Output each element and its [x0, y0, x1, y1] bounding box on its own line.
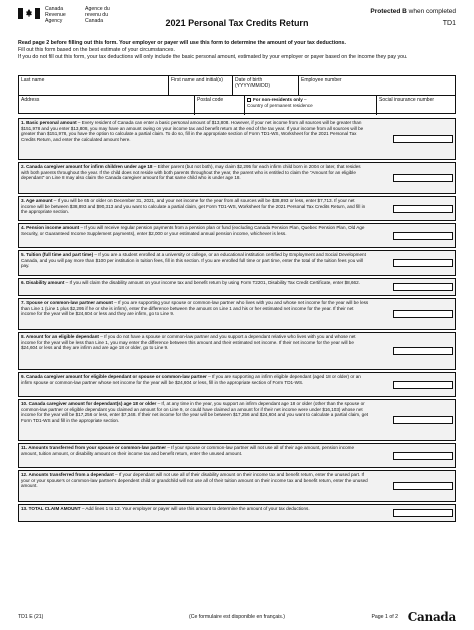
section-3-age-amount: 3. Age amount – If you will be 65 or older on December 31, 2021, and your net income for the year from all sources will be $38,893 or less, enter $7,713. If your net income will be between $38,893 and $90,313 and you want to calculate a partial claim, get Form TD1-WS, Worksheet for the 2021 Personal Tax Credits Return, and fill in the appropriate section. [18, 196, 456, 221]
postal-code-field[interactable]: Postal code [195, 96, 245, 115]
date-of-birth-field[interactable]: Date of birth (YYYY/MM/DD) [233, 76, 299, 95]
section-5-tuition: 5. Tuition (full time and part time) – If you are a student enrolled at a university or college, or an educational institution certified by Employment and Social Development Canada, and you will pay more than $100 per institution in tuition fees, fill in this section. If you are enrolled full time or part time, enter the total of the tuition fees you will pay. [18, 250, 456, 276]
instruction-line-1: Read page 2 before filling out this form. Your employer or payer will use this form to determine the amount of your tax deductions. [18, 40, 346, 46]
section-8-eligible-dependant: 8. Amount for an eligible dependant – If you do not have a spouse or common-law partner and you support a dependant relative who lives with you and whose net income for the year will be less than Line 1, you may enter the difference between this amount and their estimated net income. If their net income for the year will be $24,604 or less and they are infirm and are age 18 or older, go to Line 9. [18, 332, 456, 370]
identification-table [18, 75, 456, 114]
section-1-basic-personal-amount: 1. Basic personal amount – Every resident of Canada can enter a basic personal amount of $13,808. However, if your net income from all sources will be greater than $151,978 and you enter $13,808, you may have an amount owing on your income tax and benefit return at the end of the tax year. If your income from all sources will be greater than $151,978, you have the option to calculate a partial claim. To do so, fill in the appropriate section of Form TD1-WS, Worksheet for the 2021 Personal Tax Credits Return, and enter the calculated amount here. [18, 118, 456, 160]
amount-input-7[interactable] [393, 310, 453, 318]
instructions [18, 40, 456, 61]
amount-input-10[interactable] [393, 416, 453, 424]
amount-input-9[interactable] [393, 381, 453, 389]
agency-name-fr: Agence du revenu du Canada [85, 6, 110, 24]
amount-input-8[interactable] [393, 347, 453, 355]
form-version-code: TD1 E (21) [18, 614, 44, 620]
address-field[interactable]: Address [19, 96, 195, 115]
amount-input-4[interactable] [393, 232, 453, 240]
agency-name-en: Canada Revenue Agency [45, 6, 66, 24]
amount-input-13[interactable] [393, 509, 453, 517]
instruction-line-3: If you do not fill out this form, your tax deductions will only include the basic personal amount, estimated by your employer or payer based on the income they pay you. [18, 54, 408, 60]
amount-input-11[interactable] [393, 452, 453, 460]
last-name-field[interactable]: Last name [19, 76, 169, 95]
non-resident-field[interactable]: For non-residents only – Country of permanent residence [245, 96, 377, 115]
canada-wordmark: Canada [407, 610, 456, 624]
form-title: 2021 Personal Tax Credits Return [165, 18, 309, 28]
amount-input-6[interactable] [393, 283, 453, 291]
page-number: Page 1 of 2 [371, 614, 398, 620]
section-7-spouse-amount: 7. Spouse or common-law partner amount – If you are supporting your spouse or common-law partner who lives with you and whose net income for the year will be less than Line 1 (Line 1 plus $2,295 if he or she is infirm), enter the difference between the amount on Line 1 and his or her estimated net income for the year. If their net income for the year will be $24,604 or less and they are infirm, go to Line 9. [18, 298, 456, 330]
instruction-line-2: Fill out this form based on the best estimate of your circumstances. [18, 47, 175, 53]
section-10-caregiver-18-plus: 10. Canada caregiver amount for dependant(s) age 18 or older – If, at any time in the year, you support an infirm dependant age 18 or older (other than the spouse or common-law partner or eligible dependant you claimed an amount for on Line 9, or could have claimed an amount for if their net income were under $16,103) whose net income for the year will be $17,256 or less, enter $7,348. If their net income for the year will be between $17,256 and $24,604 and you want to calculate a partial claim, get Form TD1-WS and fill in the appropriate section. [18, 399, 456, 441]
form-code: TD1 [442, 20, 456, 27]
sin-field[interactable]: Social insurance number [379, 97, 435, 103]
section-12-transfer-from-dependant: 12. Amounts transferred from a dependant – If your dependant will not use all of their disability amount on their income tax and benefit return, enter the unused part. If your or your spouse's or common-law partner's dependent child or grandchild will not use all of their tuition amount on their income tax and benefit return, enter the unused amount. [18, 470, 456, 502]
section-9-caregiver-dependant-spouse: 9. Canada caregiver amount for eligible dependant or spouse or common-law partner – If you are supporting an infirm eligible dependant (aged 18 or older) or an infirm spouse or common-law partner whose net income for the year will be $24,604 or less, fill in the appropriate section of Form TD1-WS. [18, 372, 456, 397]
section-2-caregiver-children: 2. Canada caregiver amount for infirm children under age 18 – Either parent (but not both), may claim $2,295 for each infirm child born in 2004 or later, that resides with both parents throughout the year. If the child does not reside with both parents throughout the year, the parent who is entitled to claim the "Amount for an eligible dependant" on Line 8 may also claim the Canada caregiver amount for that same child who is under age 18. [18, 162, 456, 194]
section-13-total-claim: 13. TOTAL CLAIM AMOUNT – Add lines 1 to 12. Your employer or payer will use this amount to determine the amount of your tax deductions. [18, 504, 456, 522]
form-header [18, 6, 456, 36]
first-name-field[interactable]: First name and initial(s) [169, 76, 233, 95]
section-11-transfer-from-spouse: 11. Amounts transferred from your spouse or common-law partner – If your spouse or common-law partner will not use all of their age amount, pension income amount, tuition amount, or disability amount on their income tax and benefit return, enter the unused amount. [18, 443, 456, 468]
non-resident-checkbox[interactable] [247, 98, 251, 102]
section-4-pension-income: 4. Pension income amount – If you will receive regular pension payments from a pension plan or fund (excluding Canada Pension Plan, Quebec Pension Plan, Old Age Security, or Guaranteed Income Supplement payments), enter $2,000 or your estimated annual pension income, whichever is less. [18, 223, 456, 248]
protected-label: Protected B when completed [370, 8, 456, 15]
amount-input-2[interactable] [393, 174, 453, 182]
amount-input-1[interactable] [393, 135, 453, 143]
amount-input-5[interactable] [393, 259, 453, 267]
french-availability-note: (Ce formulaire est disponible en français.) [188, 614, 285, 620]
amount-input-12[interactable] [393, 482, 453, 490]
amount-input-3[interactable] [393, 205, 453, 213]
section-6-disability: 6. Disability amount – If you will claim the disability amount on your income tax and benefit return by using Form T2201, Disability Tax Credit Certificate, enter $8,662. [18, 278, 456, 296]
employee-number-field[interactable]: Employee number [301, 77, 342, 83]
form-footer [18, 604, 456, 624]
